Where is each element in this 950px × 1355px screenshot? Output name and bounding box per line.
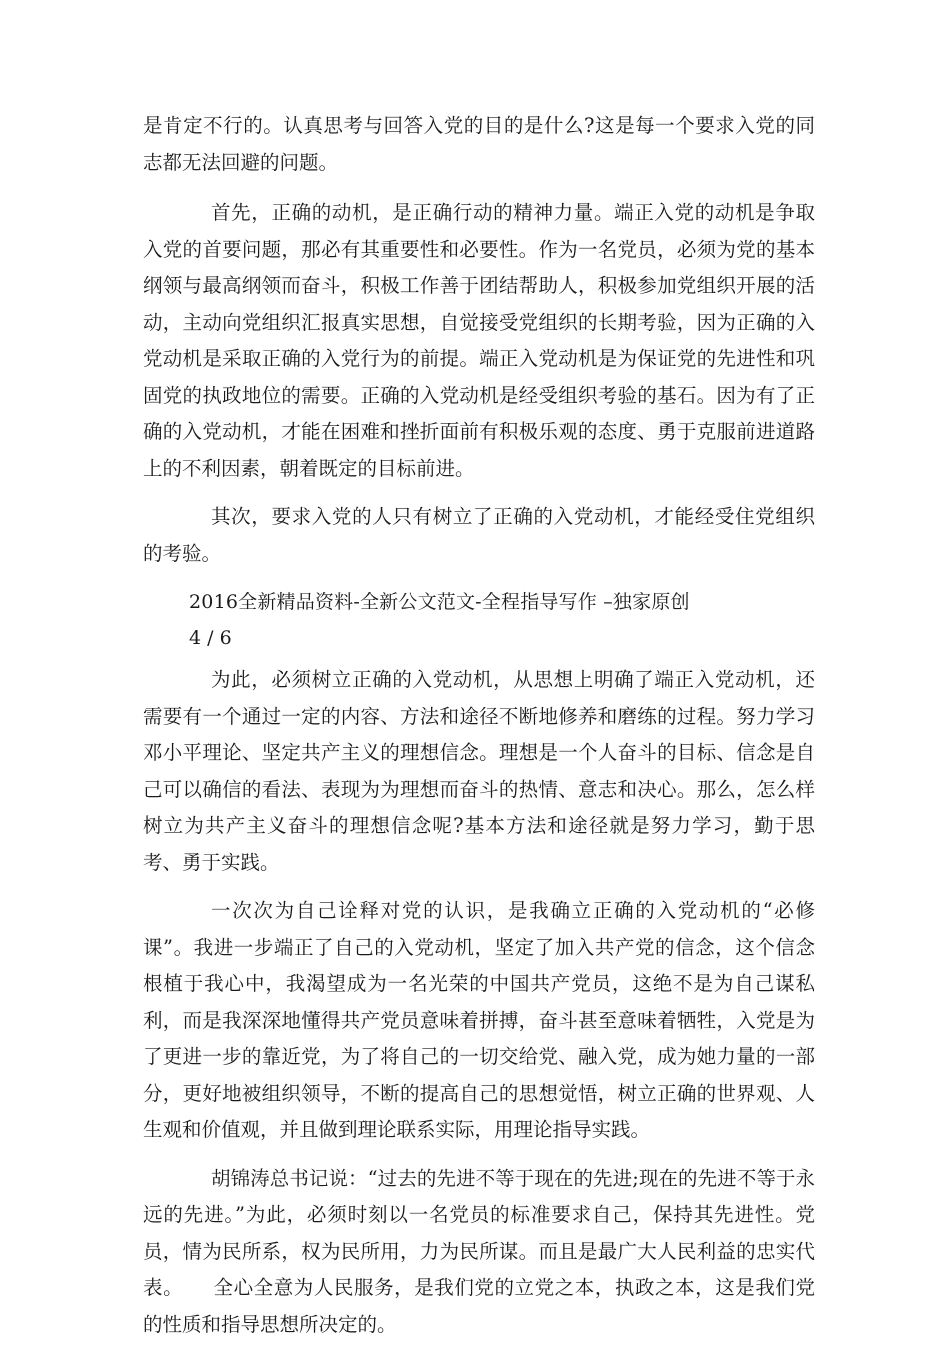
- paragraph-understanding: 一次次为自己诠释对党的认识，是我确立正确的入党动机的“必修课”。我进一步端正了自己的入党动机，坚定了加入共产党的信念，这个信念根植于我心中，我渴望成为一名光荣的中国共产党员，这绝不是为自己谋私利，而是我深深地懂得共产党员意味着拼搏，奋斗甚至意味着牺牲，入党是为了更进一步的靠近党，为了将自己的一切交给党、融入党，成为她力量的一部分，更好地被组织领导，不断的提高自己的思想觉悟，树立正确的世界观、人生观和价值观，并且做到理论联系实际，用理论指导实践。: [143, 899, 815, 1141]
- paragraph-quote: 胡锦涛总书记说：“过去的先进不等于现在的先进;现在的先进不等于永远的先进。”为此，必须时刻以一名党员的标准要求自己，保持其先进性。党员，情为民所系，权为民所用，力为民所谋。而且是最广大人民利益的忠实代表。 全心全意为人民服务，是我们党的立党之本，执政之本，这是我们党的性质和指导思想所决定的。: [143, 1166, 815, 1336]
- paragraph-continuation: 是肯定不行的。认真思考与回答入党的目的是什么?这是每一个要求入党的同志都无法回避的问题。: [143, 114, 815, 174]
- paragraph-therefore: 为此，必须树立正确的入党动机，从思想上明确了端正入党动机，还需要有一个通过一定的内容、方法和途径不断地修养和磨练的过程。努力学习邓小平理论、坚定共产主义的理想信念。理想是一个人奋斗的目标、信念是自己可以确信的看法、表现为为理想而奋斗的热情、意志和决心。那么，怎么样树立为共产主义奋斗的理想信念呢?基本方法和途径就是努力学习，勤于思考、勇于实践。: [143, 668, 815, 874]
- page-footer-text: 2016全新精品资料-全新公文范文-全程指导写作 –独家原创: [189, 591, 690, 613]
- document-page: [143, 108, 815, 1355]
- paragraph-motivation: 首先，正确的动机，是正确行动的精神力量。端正入党的动机是争取入党的首要问题，那必有其重要性和必要性。作为一名党员，必须为党的基本纲领与最高纲领而奋斗，积极工作善于团结帮助人，积极参加党组织开展的活动，主动向党组织汇报真实思想，自觉接受党组织的长期考验，因为正确的入党动机是采取正确的入党行为的前提。端正入党动机是为保证党的先进性和巩固党的执政地位的需要。正确的入党动机是经受组织考验的基石。因为有了正确的入党动机，才能在困难和挫折面前有积极乐观的态度、勇于克服前进道路上的不利因素，朝着既定的目标前进。: [143, 201, 815, 480]
- page-number: 4 / 6: [189, 627, 232, 649]
- paragraph-secondly: 其次，要求入党的人只有树立了正确的入党动机，才能经受住党组织的考验。: [143, 505, 815, 565]
